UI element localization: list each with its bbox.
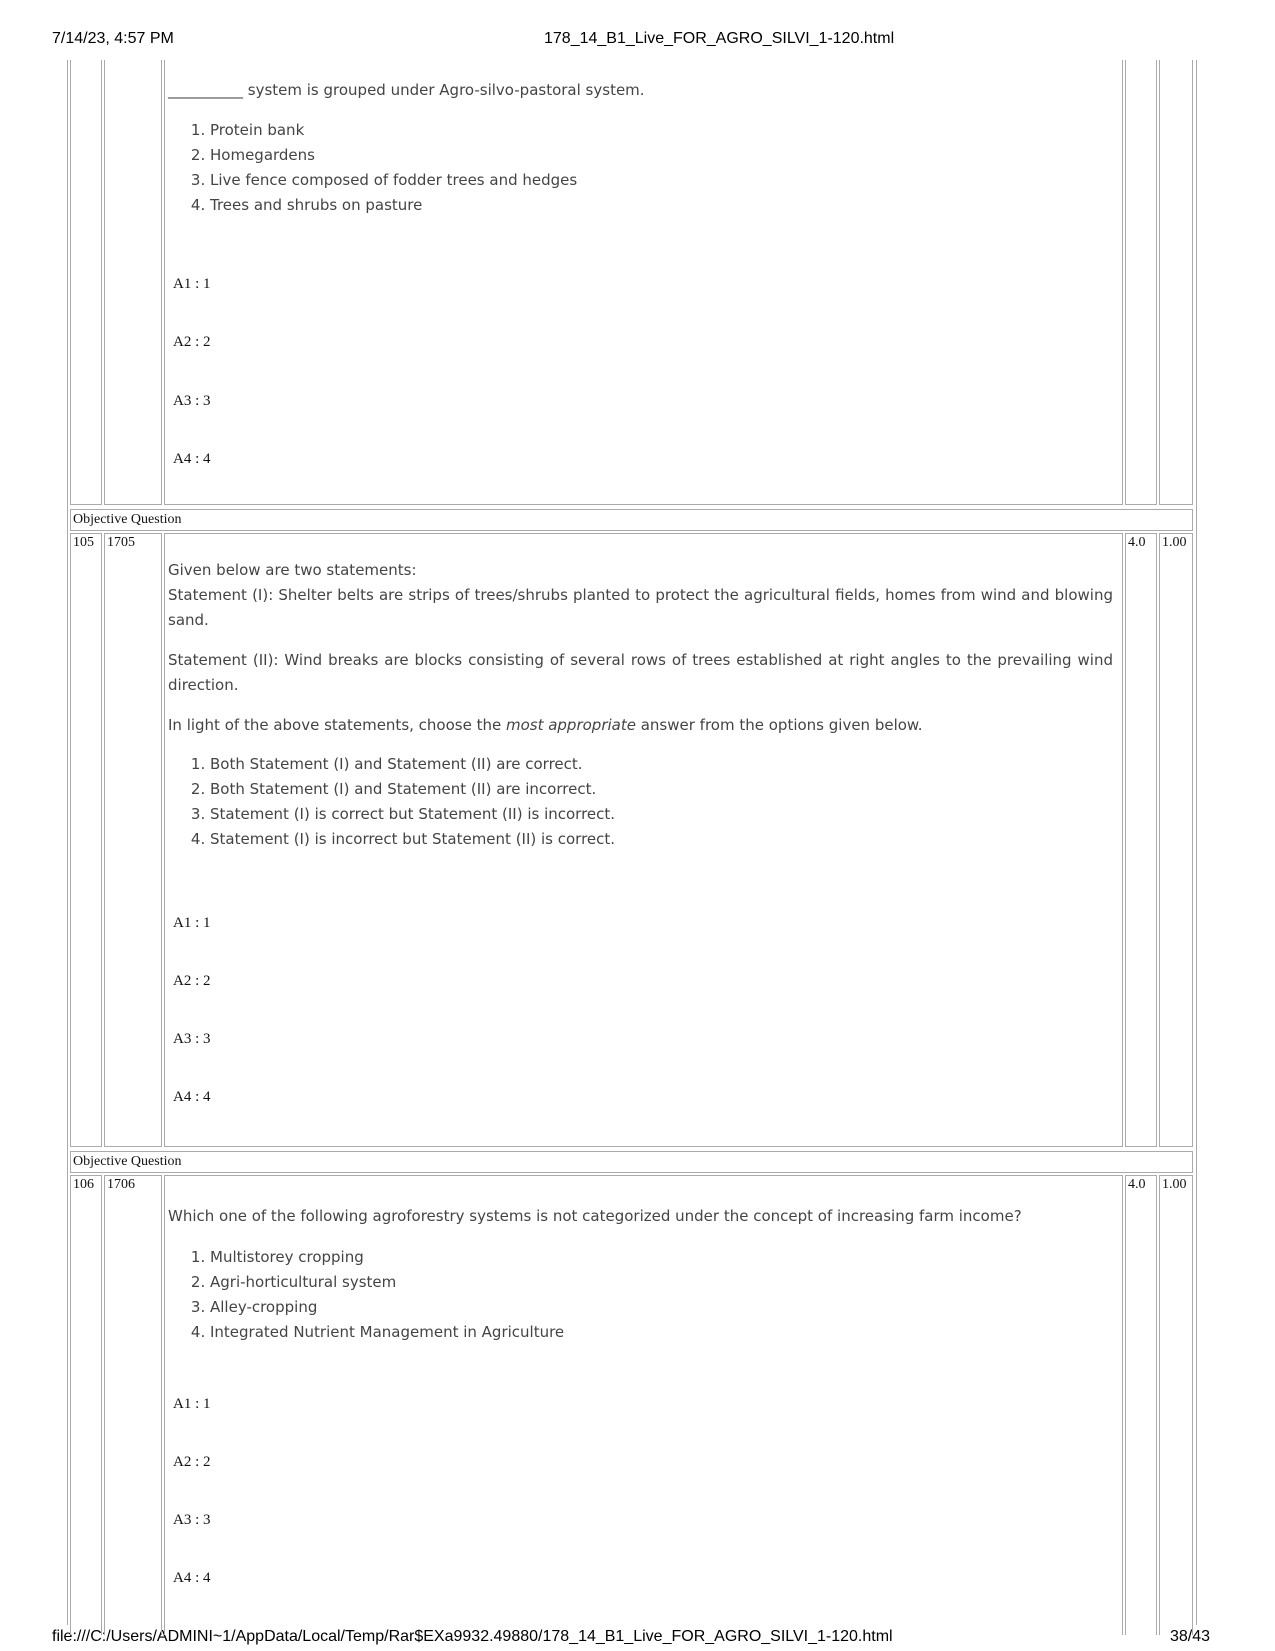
q106-question: [168, 1204, 1113, 1345]
q104-marks-cell: [1125, 60, 1157, 505]
q106-answer-1: A1 : 1: [173, 1396, 211, 1412]
table-border-left: [67, 60, 68, 1625]
q105-section-header: [70, 509, 1193, 531]
q106-marks-cell: [1125, 1175, 1157, 1635]
q105-marks: 4.0: [1128, 535, 1146, 550]
q106-option-3: 3. Alley-cropping: [210, 1295, 1113, 1320]
q106-num-cell: [70, 1175, 102, 1635]
q106-stem: Which one of the following agroforestry systems is not categorized under the concept of increasing farm income?: [168, 1207, 1022, 1225]
q104-option-2: 2. Homegardens: [210, 143, 1113, 168]
page-number: 38/43: [1170, 1628, 1211, 1645]
q105-answer-2: A2 : 2: [173, 973, 211, 989]
q106-marks: 4.0: [1128, 1177, 1146, 1192]
q105-statement-1: Statement (I): Shelter belts are strips of trees/shrubs planted to protect the agricultural fields, homes from wind and blowing sand.: [168, 586, 1113, 629]
q104-id-cell: [104, 60, 162, 505]
q104-neg-cell: [1159, 60, 1193, 505]
q104-answer-1: A1 : 1: [173, 276, 211, 292]
file-path: file:///C:/Users/ADMINI~1/AppData/Local/Temp/Rar$EXa9932.49880/178_14_B1_Live_FOR_AGRO_SILVI_1-120.html: [52, 1628, 893, 1645]
q106-section-header: [70, 1151, 1193, 1173]
q104-answer-3: A3 : 3: [173, 393, 211, 409]
q104-question: [168, 78, 1113, 218]
q106-answer-4: A4 : 4: [173, 1570, 211, 1586]
q105-option-4: 4. Statement (I) is incorrect but Statement (II) is correct.: [210, 827, 1113, 852]
print-datetime: 7/14/23, 4:57 PM: [52, 30, 174, 47]
q104-stem: __________ system is grouped under Agro-silvo-pastoral system.: [168, 81, 645, 99]
q105-neg-cell: [1159, 533, 1193, 1147]
q105-negative-marks: 1.00: [1162, 535, 1187, 550]
q105-answer-4: A4 : 4: [173, 1089, 211, 1105]
q106-question-id: 1706: [107, 1177, 135, 1192]
q104-option-4: 4. Trees and shrubs on pasture: [210, 193, 1113, 218]
q106-number: 106: [73, 1177, 94, 1192]
q104-num-cell: [70, 60, 102, 505]
q105-option-2: 2. Both Statement (I) and Statement (II) are incorrect.: [210, 777, 1113, 802]
q105-option-1: 1. Both Statement (I) and Statement (II) are correct.: [210, 752, 1113, 777]
q106-options: [168, 1245, 1113, 1345]
q105-answer-3: A3 : 3: [173, 1031, 211, 1047]
q104-options: [168, 118, 1113, 218]
q105-option-3: 3. Statement (I) is correct but Statement (II) is incorrect.: [210, 802, 1113, 827]
document-title: 178_14_B1_Live_FOR_AGRO_SILVI_1-120.html: [544, 30, 895, 47]
q105-id-cell: [104, 533, 162, 1147]
q106-section-label: Objective Question: [73, 1154, 182, 1169]
table-border-right: [1196, 60, 1197, 1625]
q105-instruction-emphasis: most appropriate: [505, 716, 636, 734]
q105-instruction: [168, 713, 1113, 738]
q105-marks-cell: [1125, 533, 1157, 1147]
q105-instruction-pre: In light of the above statements, choose the: [168, 716, 506, 734]
q105-instruction-post: answer from the options given below.: [635, 716, 923, 734]
q106-option-1: 1. Multistorey cropping: [210, 1245, 1113, 1270]
q105-statement-2: Statement (II): Wind breaks are blocks consisting of several rows of trees established at right angles to the prevailing wind direction.: [168, 651, 1113, 694]
q106-answer-3: A3 : 3: [173, 1512, 211, 1528]
q105-intro: Given below are two statements:: [168, 561, 417, 579]
q105-section-label: Objective Question: [73, 512, 182, 527]
q106-neg-cell: [1159, 1175, 1193, 1635]
q105-question-id: 1705: [107, 535, 135, 550]
q104-option-1: 1. Protein bank: [210, 118, 1113, 143]
q106-negative-marks: 1.00: [1162, 1177, 1187, 1192]
q105-options: [168, 752, 1113, 852]
q104-answer-4: A4 : 4: [173, 451, 211, 467]
q104-option-3: 3. Live fence composed of fodder trees and hedges: [210, 168, 1113, 193]
q106-answer-2: A2 : 2: [173, 1454, 211, 1470]
q105-question: [168, 558, 1113, 852]
q104-answer-2: A2 : 2: [173, 334, 211, 350]
q105-statements: [168, 558, 1113, 633]
q106-id-cell: [104, 1175, 162, 1635]
q105-number: 105: [73, 535, 94, 550]
q105-num-cell: [70, 533, 102, 1147]
q105-answer-1: A1 : 1: [173, 915, 211, 931]
q106-option-4: 4. Integrated Nutrient Management in Agriculture: [210, 1320, 1113, 1345]
q106-option-2: 2. Agri-horticultural system: [210, 1270, 1113, 1295]
